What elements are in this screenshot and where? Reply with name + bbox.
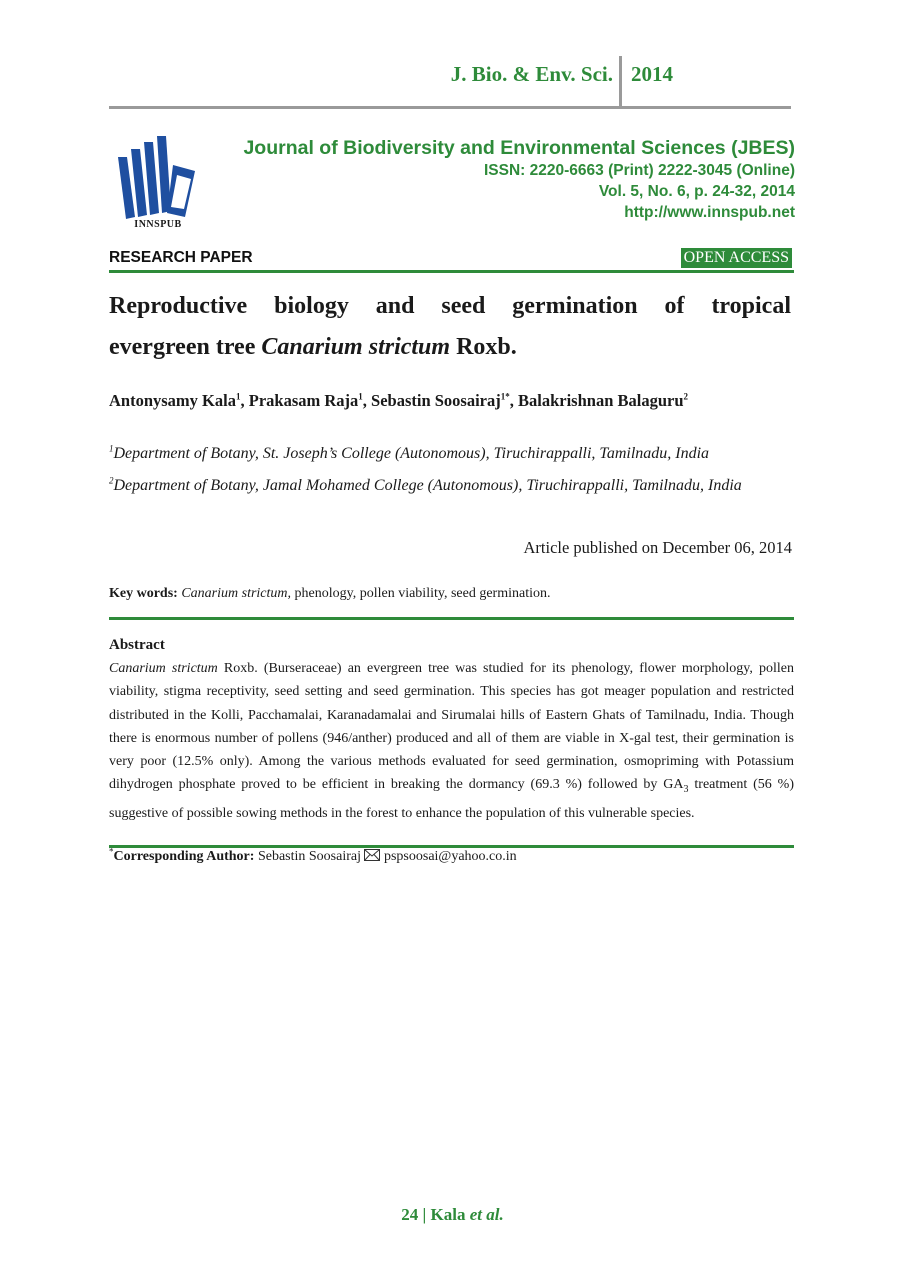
affiliation-mark: 1 <box>109 443 114 454</box>
author-separator: , <box>362 391 372 410</box>
title-line-1: Reproductive biology and seed germination of tropical <box>109 293 791 319</box>
corresponding-author <box>109 846 517 865</box>
journal-issn: ISSN: 2220-6663 (Print) 2222-3045 (Online) <box>484 162 795 179</box>
author-name: Prakasam Raja <box>248 391 359 410</box>
affiliation-2 <box>109 477 742 495</box>
journal-name: Journal of Biodiversity and Environmental Sciences (JBES) <box>243 137 795 159</box>
corresponding-mark: * <box>109 846 114 857</box>
author-name: Antonysamy Kala <box>109 391 236 410</box>
footer-separator: | <box>418 1205 431 1224</box>
running-header-year: 2014 <box>631 62 673 86</box>
author-name: Balakrishnan Balaguru <box>518 391 684 410</box>
author <box>109 391 249 410</box>
author-name: Sebastin Soosairaj <box>371 391 501 410</box>
affiliation-1 <box>109 445 709 463</box>
keywords-list: phenology, pollen viability, seed germination. <box>291 586 551 601</box>
keywords-rule <box>109 617 794 620</box>
title-line-2 <box>109 327 791 368</box>
journal-url[interactable]: http://www.innspub.net <box>624 204 795 221</box>
corresponding-rule <box>109 845 794 848</box>
author-separator: , <box>240 391 249 410</box>
abstract-heading: Abstract <box>109 637 165 653</box>
page-number: 24 <box>401 1205 419 1224</box>
paper-title <box>109 286 791 368</box>
running-header-journal: J. Bio. & Env. Sci. <box>450 62 613 86</box>
keywords-species: Canarium strictum, <box>181 586 292 601</box>
publication-date: Article published on December 06, 2014 <box>523 538 792 557</box>
author-separator: , <box>509 391 518 410</box>
author-list <box>109 391 688 411</box>
author-affil-mark: 1* <box>500 391 510 402</box>
affiliation-text: Department of Botany, Jamal Mohamed College (Autonomous), Tiruchirappalli, Tamilnadu, India <box>113 477 742 494</box>
corresponding-label: Corresponding Author: <box>113 849 255 864</box>
abstract-text-1: Roxb. (Burseraceae) an evergreen tree was studied for its phenology, flower morphology, pollen viability, stigma receptivity, seed setting and seed germination. This species has got meager population and restricted distributed in the Kolli, Pacchamalai, Karanadamalai and Sirumalai hills of Eastern Ghats of Tamilnadu, India. Though there is enormous number of pollens (946/anther) produced and all of them are viable in X-gal test, their germination is very poor (12.5% only). Among the various methods evaluated for seed germination, osmopriming with Potassium dihydrogen phosphate proved to be efficient in breaking the dormancy (69.3 %) followed by GA <box>109 661 794 793</box>
affiliation-mark: 2 <box>109 475 114 486</box>
email-icon <box>364 849 380 861</box>
title-species: Canarium strictum <box>261 334 451 360</box>
abstract-subscript: 3 <box>683 784 689 796</box>
affiliation-text: Department of Botany, St. Joseph’s College (Autonomous), Tiruchirappalli, Tamilnadu, India <box>113 445 710 462</box>
journal-masthead <box>243 137 795 223</box>
running-header-divider <box>619 56 622 106</box>
keywords-label: Key words: <box>109 586 178 601</box>
title-line-2-start: evergreen tree <box>109 334 262 360</box>
author <box>371 391 518 410</box>
page-footer <box>0 1205 905 1225</box>
author <box>249 391 371 410</box>
abstract-body <box>109 657 794 825</box>
author-affil-mark: 2 <box>683 391 689 402</box>
corresponding-email[interactable]: pspsoosai@yahoo.co.in <box>380 849 517 864</box>
running-header-rule <box>109 106 791 109</box>
abstract-text-2: treatment (56 %) suggestive of possible sowing methods in the forest to enhance the population of this vulnerable species. <box>109 777 794 821</box>
keywords <box>109 586 550 602</box>
header-rule <box>109 270 794 273</box>
footer-author: Kala <box>430 1205 470 1224</box>
running-header <box>109 56 791 108</box>
journal-volume: Vol. 5, No. 6, p. 24-32, 2014 <box>598 183 795 200</box>
abstract-species: Canarium strictum <box>109 661 218 676</box>
author <box>518 391 688 410</box>
open-access-badge: OPEN ACCESS <box>681 248 792 268</box>
logo-text: INNSPUB <box>134 219 182 230</box>
author-affil-mark: 1 <box>358 391 363 402</box>
corresponding-name: Sebastin Soosairaj <box>254 849 365 864</box>
title-line-2-end: Roxb. <box>450 334 517 360</box>
paper-type-label: RESEARCH PAPER <box>109 249 253 266</box>
author-affil-mark: 1 <box>235 391 241 402</box>
footer-etal: et al. <box>469 1205 504 1224</box>
